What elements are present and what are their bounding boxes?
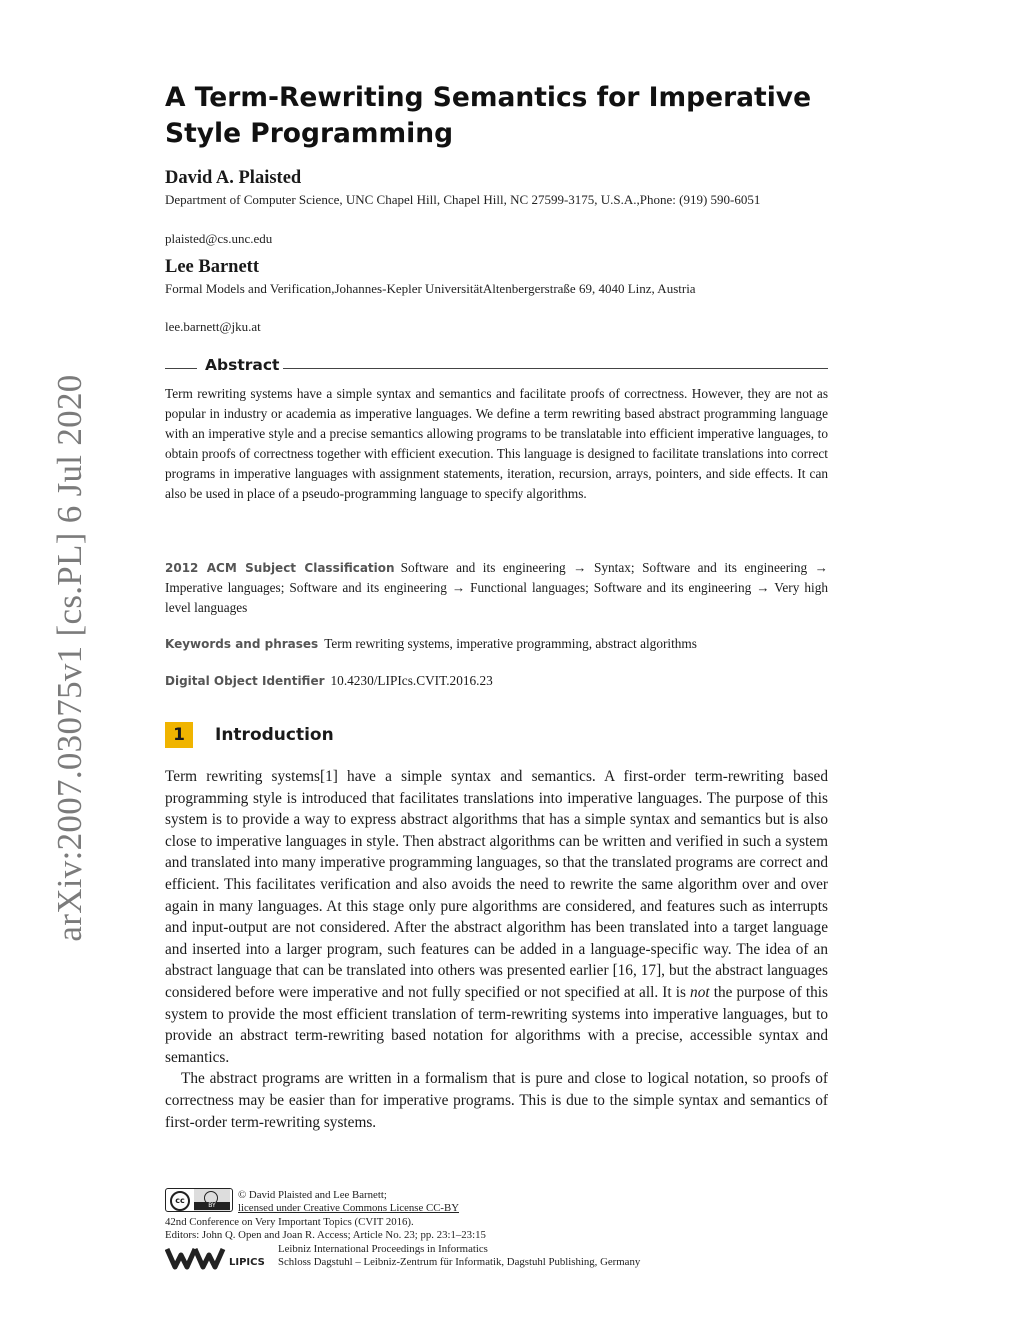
lipics-wordmark: LIPICS — [229, 1257, 265, 1268]
acm-label: 2012 ACM Subject Classification — [165, 561, 395, 575]
arxiv-id: arXiv:2007.03075v1 [cs.PL] 6 Jul 2020 — [50, 374, 89, 942]
doi-label: Digital Object Identifier — [165, 674, 325, 688]
author-affiliation-1: Department of Computer Science, UNC Chapel Hill, Chapel Hill, NC 27599-3175, U.S.A.,Phone: (919) 590-6051 — [165, 192, 761, 207]
footer-series: Leibniz International Proceedings in Informatics — [278, 1243, 488, 1255]
abstract-rule-left — [165, 368, 197, 369]
by-label: BY — [194, 1202, 230, 1210]
author-name-1: David A. Plaisted — [165, 168, 302, 188]
footer-publisher: Schloss Dagstuhl – Leibniz-Zentrum für Informatik, Dagstuhl Publishing, Germany — [278, 1256, 641, 1268]
cc-icon: cc — [170, 1191, 190, 1211]
lipics-mark-2 — [195, 1249, 223, 1267]
intro-body — [165, 766, 828, 1133]
doi — [165, 671, 828, 691]
paper-title: A Term-Rewriting Semantics for Imperative Style Programming — [165, 82, 812, 149]
author-affiliation-2: Formal Models and Verification,Johannes-Kepler UniversitätAltenbergerstraße 69, 4040 Linz, Austria — [165, 281, 696, 296]
lipics-mark-1 — [167, 1249, 195, 1267]
intro-p1-part-a: Term rewriting systems[1] have a simple syntax and semantics. A first-order term-rewriting based programming style is introduced that facilitates translations into imperative languages. The purpose of this system is to provide a way to express abstract algorithms that has a simple syntax and semantics but is also close to imperative languages in style. Then abstract algorithms can be written and verified in such a system and translated into many imperative programming languages, so that the translated programs are correct and efficient. This facilitates verification and also avoids the need to rewrite the same algorithm over and over again in many languages. At this stage only pure algorithms are considered, and features such as interrupts and input-output are not considered. After the abstract algorithm has been translated into a target language and inserted into a larger program, such features can be added in a language-specific way. The idea of an abstract language that can be translated into others was presented earlier [16, 17], but the abstract languages considered before were imperative and not fully specified or not specified at all. It is — [165, 768, 828, 1001]
footer-editors: Editors: John Q. Open and Joan R. Access; Article No. 23; pp. 23:1–23:15 — [165, 1229, 486, 1241]
keywords-text: Term rewriting systems, imperative programming, abstract algorithms — [324, 636, 697, 651]
section-number: 1 — [165, 722, 193, 748]
abstract-heading: Abstract — [205, 356, 280, 374]
footer-copyright: © David Plaisted and Lee Barnett; — [238, 1189, 387, 1201]
doi-link[interactable]: 10.4230/LIPIcs.CVIT.2016.23 — [330, 673, 493, 688]
acm-text: Software and its engineering → Syntax; Software and its engineering → Imperative languages; Software and its engineering → Functional languages; Software and its engineering → Very high level languages — [165, 560, 828, 615]
lipics-logo-icon — [165, 1245, 275, 1271]
author-email-1[interactable]: plaisted@cs.unc.edu — [165, 231, 273, 246]
section-title: Introduction — [215, 725, 334, 745]
acm-classification — [165, 558, 828, 618]
by-icon — [194, 1189, 230, 1211]
author-name-2: Lee Barnett — [165, 257, 260, 277]
abstract-text: Term rewriting systems have a simple syntax and semantics and facilitate proofs of correctness. However, they are not as popular in industry or academia as imperative languages. We define a term rewriting based abstract programming language with an imperative style and a precise semantics allowing programs to be translatable into efficient imperative languages, to obtain proofs of correctness together with efficient execution. This language is designed to facilitate translations into correct programs in imperative languages with assignment statements, iteration, recursion, arrays, pointers, and side effects. It can also be used in place of a pseudo-programming language to specify algorithms. — [165, 386, 828, 501]
abstract-rule-right — [283, 368, 828, 369]
footer-conference: 42nd Conference on Very Important Topics (CVIT 2016). — [165, 1216, 414, 1228]
intro-p1-emphasis: not — [690, 983, 710, 1001]
intro-paragraph-1 — [165, 766, 828, 1068]
intro-p1-part-b: the purpose of this system to provide the most efficient translation of term-rewriting systems into imperative languages, but to provide an abstract term-rewriting based notation for algorithms with a precise, accessible syntax and semantics. — [165, 983, 828, 1066]
author-email-2[interactable]: lee.barnett@jku.at — [165, 319, 261, 334]
footer-license-link[interactable]: licensed under Creative Commons License CC-BY — [238, 1202, 459, 1214]
keywords — [165, 634, 828, 654]
cc-by-badge-icon[interactable] — [165, 1188, 233, 1212]
keywords-label: Keywords and phrases — [165, 637, 319, 651]
intro-paragraph-2: The abstract programs are written in a formalism that is pure and close to logical notation, so proofs of correctness may be easier than for imperative programs. This is due to the simple syntax and semantics of first-order term-rewriting systems. — [165, 1070, 828, 1131]
